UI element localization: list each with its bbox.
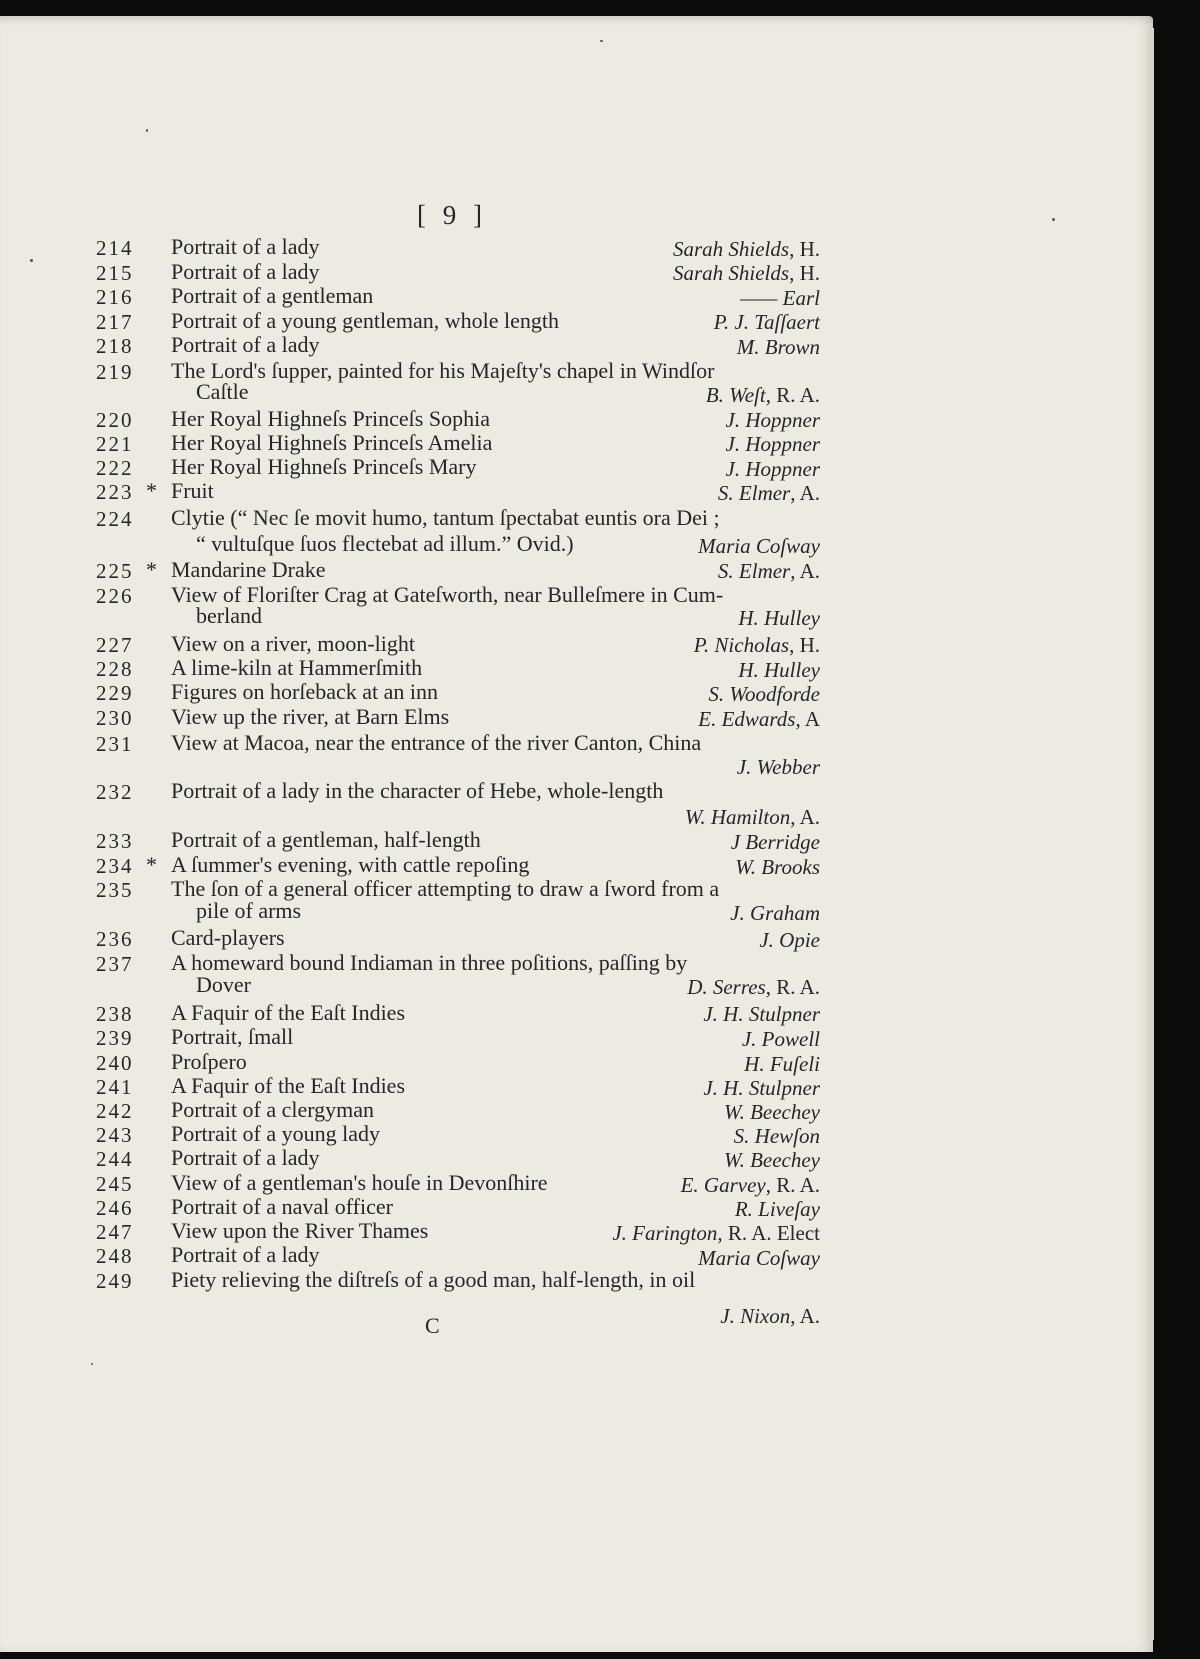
- entry-title: Portrait of a young gentleman, whole length: [171, 308, 559, 333]
- entry-artist: [737, 755, 820, 780]
- artist-name: —— Earl: [740, 286, 820, 310]
- entry-title-continuation: Dover: [196, 972, 251, 997]
- artist-name: J. H. Stulpner: [703, 1076, 820, 1100]
- entry-number: 247: [96, 1220, 134, 1244]
- entry-title: A homeward bound Indiaman in three poſitions, paſſing by: [171, 950, 688, 975]
- entry-number: 228: [96, 657, 134, 681]
- entry-title: Figures on horſeback at an inn: [171, 679, 438, 704]
- entry-artist: [740, 286, 820, 311]
- artist-title-suffix: , R. A.: [765, 975, 820, 999]
- new-entry-asterisk: *: [146, 478, 157, 503]
- paper-speck: [600, 40, 603, 42]
- entry-title: Fruit: [171, 478, 214, 503]
- entry-number: 241: [96, 1075, 134, 1099]
- artist-name: Maria Coſway: [698, 1246, 820, 1270]
- artist-name: H. Fuſeli: [744, 1052, 820, 1076]
- entry-number: 215: [96, 261, 134, 285]
- entry-artist: [737, 335, 820, 360]
- entry-artist: [735, 1197, 820, 1222]
- entry-title-continuation: “ vultuſque ſuos flectebat ad illum.” Ovid.): [196, 531, 574, 556]
- entry-number: 227: [96, 633, 134, 657]
- artist-name: R. Liveſay: [734, 1197, 820, 1221]
- artist-name: Maria Coſway: [698, 534, 820, 558]
- entry-artist: [720, 1304, 820, 1329]
- new-entry-asterisk: *: [146, 557, 157, 582]
- entry-number: 226: [96, 584, 134, 608]
- entry-number: 245: [96, 1172, 134, 1196]
- artist-name: J. Hoppner: [725, 457, 820, 481]
- entry-title-continuation: Caſtle: [196, 379, 249, 404]
- entry-artist: [718, 481, 820, 506]
- entry-number: 216: [96, 285, 134, 309]
- entry-title: Her Royal Highneſs Princeſs Amelia: [171, 430, 493, 455]
- entry-artist: [703, 1002, 820, 1027]
- entry-artist: [738, 606, 820, 631]
- entry-number: 236: [96, 927, 134, 951]
- entry-artist: [681, 1173, 820, 1198]
- entry-title: Portrait of a lady: [171, 234, 320, 259]
- entry-artist: [694, 633, 820, 658]
- entry-title: View up the river, at Barn Elms: [171, 704, 450, 729]
- entry-artist: [698, 534, 820, 559]
- paper-speck: [30, 259, 33, 262]
- entry-artist: [698, 707, 820, 732]
- entry-artist: [673, 261, 820, 286]
- entry-title: A Faquir of the Eaſt Indies: [171, 1073, 406, 1098]
- entry-number: 217: [96, 310, 134, 334]
- artist-name: E. Garvey: [680, 1173, 766, 1197]
- entry-artist: [742, 1027, 820, 1052]
- entry-artist: [706, 383, 820, 408]
- entry-number: 243: [96, 1123, 134, 1147]
- entry-artist: [734, 1124, 820, 1149]
- entry-artist: [673, 237, 820, 262]
- entry-number: 239: [96, 1026, 134, 1050]
- page-number-header: [ 9 ]: [417, 200, 487, 230]
- artist-title-suffix: , H.: [789, 633, 820, 657]
- paper-speck: [91, 1363, 93, 1365]
- entry-number: 244: [96, 1147, 134, 1171]
- entry-artist: [724, 1148, 820, 1173]
- entry-number: 234: [96, 854, 134, 878]
- entry-artist: [735, 855, 820, 880]
- entry-title: Mandarine Drake: [171, 557, 326, 582]
- entry-artist: [726, 408, 820, 433]
- artist-name: E. Edwards: [698, 707, 796, 731]
- entry-artist: [687, 975, 820, 1000]
- entry-title: Her Royal Highneſs Princeſs Sophia: [171, 406, 490, 431]
- artist-title-suffix: , R. A. Elect: [717, 1221, 820, 1245]
- entry-title: Portrait of a lady: [171, 332, 320, 357]
- artist-name: W. Beechey: [724, 1148, 820, 1172]
- entry-title: View on a river, moon-light: [171, 631, 416, 656]
- entry-number: 232: [96, 780, 134, 804]
- entry-artist: [726, 432, 820, 457]
- entry-number: 235: [96, 878, 134, 902]
- entry-artist: [703, 1076, 820, 1101]
- entry-title: Portrait of a lady: [171, 1145, 320, 1170]
- entry-title: Piety relieving the diſtreſs of a good man, half-length, in oil: [171, 1267, 696, 1292]
- entry-title: View of Floriſter Crag at Gateſworth, near Bulleſmere in Cum-: [171, 582, 724, 607]
- entry-title: A lime-kiln at Hammerſmith: [171, 655, 423, 680]
- entry-artist: [698, 1246, 820, 1271]
- artist-title-suffix: , A.: [790, 481, 820, 505]
- artist-name: W. Brooks: [735, 855, 820, 879]
- entry-title: Clytie (“ Nec ſe movit humo, tantum ſpectabat euntis ora Dei ;: [171, 505, 720, 530]
- entry-artist: [714, 310, 820, 335]
- artist-title-suffix: , H.: [789, 237, 820, 261]
- entry-number: 248: [96, 1244, 134, 1268]
- entry-number: 214: [96, 236, 134, 260]
- artist-name: W. Beechey: [724, 1100, 820, 1124]
- artist-name: P. J. Taſſaert: [713, 310, 820, 334]
- artist-title-suffix: , R. A.: [765, 383, 820, 407]
- artist-name: Sarah Shields: [672, 261, 790, 285]
- artist-name: P. Nicholas: [693, 633, 790, 657]
- entry-artist: [726, 457, 820, 482]
- entry-number: 224: [96, 507, 134, 531]
- artist-name: Sarah Shields: [672, 237, 790, 261]
- artist-name: J. H. Stulpner: [703, 1002, 820, 1026]
- new-entry-asterisk: *: [146, 852, 157, 877]
- artist-title-suffix: , A.: [790, 805, 820, 829]
- entry-number: 242: [96, 1099, 134, 1123]
- entry-number: 249: [96, 1269, 134, 1293]
- artist-name: S. Elmer: [717, 481, 791, 505]
- entry-artist: [759, 928, 820, 953]
- entry-title: Portrait of a gentleman: [171, 283, 374, 308]
- artist-name: J. Webber: [736, 755, 820, 779]
- entry-title: Portrait of a clergyman: [171, 1097, 375, 1122]
- artist-title-suffix: , A.: [790, 559, 820, 583]
- entry-number: 219: [96, 360, 134, 384]
- entry-title-continuation: pile of arms: [196, 898, 302, 923]
- entry-number: 246: [96, 1196, 134, 1220]
- entry-title: Her Royal Highneſs Princeſs Mary: [171, 454, 477, 479]
- entry-title: Portrait of a lady: [171, 259, 320, 284]
- entry-number: 240: [96, 1051, 134, 1075]
- entry-artist: [730, 901, 820, 926]
- entry-title: View upon the River Thames: [171, 1218, 429, 1243]
- artist-title-suffix: , A: [795, 707, 820, 731]
- signature-mark: C: [425, 1313, 440, 1338]
- entry-number: 220: [96, 408, 134, 432]
- artist-name: S. Hewſon: [733, 1124, 820, 1148]
- entry-title: Portrait of a young lady: [171, 1121, 380, 1146]
- artist-title-suffix: , H.: [789, 261, 820, 285]
- artist-name: J Berridge: [730, 830, 820, 854]
- entry-number: 231: [96, 732, 134, 756]
- artist-name: H. Hulley: [738, 606, 820, 630]
- entry-title: The Lord's ſupper, painted for his Majeſty's chapel in Windſor: [171, 358, 715, 383]
- entry-number: 229: [96, 681, 134, 705]
- artist-title-suffix: , A.: [790, 1304, 820, 1328]
- entry-number: 223: [96, 480, 134, 504]
- entry-title: A ſummer's evening, with cattle repoſing: [171, 852, 530, 877]
- paper-speck: [1052, 218, 1055, 221]
- entry-number: 237: [96, 952, 134, 976]
- entry-number: 221: [96, 432, 134, 456]
- artist-name: M. Brown: [736, 335, 820, 359]
- artist-name: J. Opie: [759, 928, 820, 952]
- entry-title: Portrait of a naval officer: [171, 1194, 393, 1219]
- artist-name: S. Woodforde: [708, 682, 820, 706]
- entry-number: 238: [96, 1002, 134, 1026]
- entry-artist: [718, 559, 820, 584]
- entry-title: View of a gentleman's houſe in Devonſhire: [171, 1170, 548, 1195]
- entry-artist: [731, 830, 820, 855]
- artist-name: W. Hamilton: [684, 805, 791, 829]
- entry-title: A Faquir of the Eaſt Indies: [171, 1000, 406, 1025]
- entry-title: Portrait of a lady in the character of Hebe, whole-length: [171, 778, 664, 803]
- artist-title-suffix: , R. A.: [765, 1173, 820, 1197]
- artist-name: J. Powell: [741, 1027, 820, 1051]
- entry-artist: [724, 1100, 820, 1125]
- artist-name: D. Serres: [687, 975, 766, 999]
- artist-name: S. Elmer: [717, 559, 791, 583]
- entry-number: 218: [96, 334, 134, 358]
- entry-title: Portrait, ſmall: [171, 1024, 294, 1049]
- entry-artist: [708, 682, 820, 707]
- paper-speck: [146, 129, 148, 132]
- artist-name: J. Hoppner: [725, 432, 820, 456]
- entry-artist: [612, 1221, 820, 1246]
- entry-artist: [744, 1052, 820, 1077]
- entry-title: Portrait of a gentleman, half-length: [171, 827, 481, 852]
- entry-artist: [685, 805, 820, 830]
- entry-artist: [738, 658, 820, 683]
- artist-name: J. Graham: [730, 901, 820, 925]
- artist-name: J. Farington: [612, 1221, 718, 1245]
- artist-name: J. Nixon: [720, 1304, 791, 1328]
- entry-number: 225: [96, 559, 134, 583]
- entry-title: Proſpero: [171, 1049, 247, 1074]
- entry-title: The ſon of a general officer attempting to draw a ſword from a: [171, 876, 720, 901]
- entry-number: 230: [96, 706, 134, 730]
- artist-name: B. Weſt: [705, 383, 766, 407]
- entry-number: 233: [96, 829, 134, 853]
- entry-title: Card-players: [171, 925, 285, 950]
- entry-number: 222: [96, 456, 134, 480]
- entry-title: View at Macoa, near the entrance of the river Canton, China: [171, 730, 702, 755]
- artist-name: H. Hulley: [738, 658, 820, 682]
- entry-title-continuation: berland: [196, 603, 262, 628]
- artist-name: J. Hoppner: [725, 408, 820, 432]
- entry-title: Portrait of a lady: [171, 1242, 320, 1267]
